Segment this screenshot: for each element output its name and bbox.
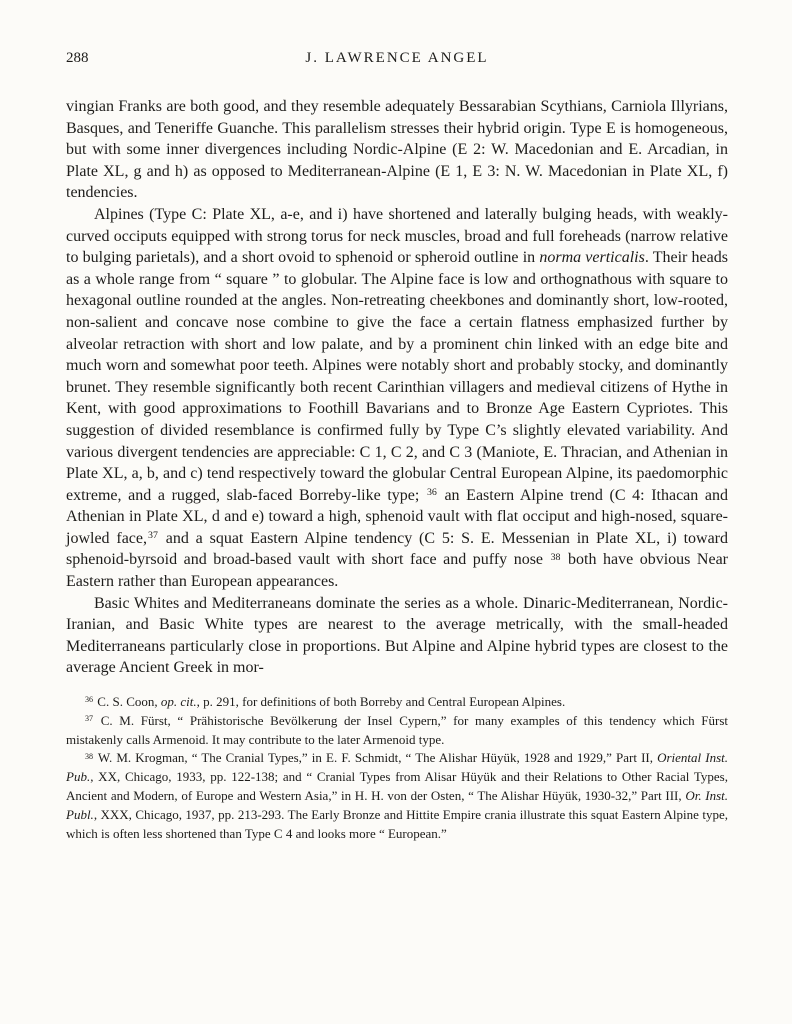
italic-text-segment: norma verticalis <box>539 249 645 267</box>
body-text <box>66 96 728 679</box>
footnote-marker: 36 <box>85 695 94 705</box>
paragraph-basic-whites <box>66 593 728 679</box>
footnote-marker: 36 <box>426 487 437 499</box>
text-segment: . Their heads as a whole range from “ square ” to globular. The Alpine face is low and orthognathous with square to hexagonal outline rounded at the angles. Non-retreating cheekbones and dominantly short, low-rooted, non-salient and concave nose combine to give the face a certain flatness emphasized further by alveolar retraction with short and low palate, and by a prominent chin linked with an edge bite and much worn and somewhat poor teeth. Alpines were notably short and probably stocky, and dominantly brunet. They resemble significantly both recent Carinthian villagers and medieval citizens of Hythe in Kent, with good approximations to Foothill Bavarians and to Bronze Age Eastern Cypriotes. This suggestion of divided resemblance is confirmed fully by Type C’s slightly elevated variability. And various divergent tendencies are appreciable: C 1, C 2, and C 3 (Maniote, E. Thracian, and Athenian in Plate XL, a, b, and c) tend respectively toward the globular Central European Alpine, its paedomorphic extreme, and a rugged, slab-faced Borreby-like type; <box>66 249 728 504</box>
text-segment: , XX, Chicago, 1933, pp. 122-138; and “ Cranial Types from Alisar Hüyük and their Relations to Other Racial Types, Ancient and Modern, of Europe and Western Asia,” in H. H. von der Osten, “ The Alishar Hüyük, 1930-32,” Part III, <box>66 769 728 804</box>
paragraph-continued-from-previous-page <box>66 96 728 204</box>
italic-text-segment: Oriental Inst. Pub. <box>66 750 729 785</box>
footnote-marker: 38 <box>85 751 94 761</box>
italic-text-segment: op. cit. <box>160 694 197 710</box>
footnote-marker: 37 <box>148 530 158 542</box>
text-segment: and a squat Eastern Alpine tendency (C 5: S. E. Messenian in Plate XL, i) toward sphenoid-byrsoid and broad-based vault with short face and puffy nose <box>66 529 728 569</box>
footnote-38 <box>66 749 728 843</box>
text-segment: Basic Whites and Mediterraneans dominate the series as a whole. Dinaric-Mediterranean, Nordic-Iranian, and Basic White types are nearest to the average metrically, with the small-headed Mediterraneans particularly close in proportions. But Alpine and Alpine hybrid types are closest to the average Ancient Greek in mor- <box>66 594 728 677</box>
text-segment: W. M. Krogman, “ The Cranial Types,” in E. F. Schmidt, “ The Alishar Hüyük, 1928 and 1929,” Part II, <box>94 750 658 766</box>
footnote-36 <box>66 693 728 712</box>
text-segment: , XXX, Chicago, 1937, pp. 213-293. The Early Bronze and Hittite Empire crania illustrate this squat Eastern Alpine type, which is often less shortened than Type C 4 and looks more “ European.” <box>66 806 728 841</box>
text-segment: both have obvious Near Eastern rather than European appearances. <box>66 551 728 591</box>
text-segment: Alpines (Type C: Plate XL, a-e, and i) have shortened and laterally bulging heads, with weakly-curved occiputs equipped with strong torus for neck muscles, broad and full foreheads (narrow relative to bulging parietals), and a short ovoid to sphenoid or spheroid outline in <box>66 205 728 267</box>
text-segment: C. S. Coon, <box>94 694 161 710</box>
text-segment: , p. 291, for definitions of both Borreby and Central European Alpines. <box>196 694 566 710</box>
footnote-marker: 38 <box>550 552 561 564</box>
text-segment: vingian Franks are both good, and they resemble adequately Bessarabian Scythians, Carniola Illyrians, Basques, and Teneriffe Guanche. This parallelism stresses their hybrid origin. Type E is homogeneous, but with some inner divergences including Nordic-Alpine (E 2: W. Macedonian and E. Arcadian, in Plate XL, g and h) as opposed to Mediterranean-Alpine (E 1, E 3: N. W. Macedonian in Plate XL, f) tendencies. <box>66 98 728 202</box>
paragraph-alpines <box>66 204 728 593</box>
page-number: 288 <box>66 50 89 66</box>
footnotes-section <box>66 693 728 843</box>
text-segment: C. M. Fürst, “ Prähistorische Bevölkerung der Insel Cypern,” for many examples of this tendency which Fürst mistakenly calls Armenoid. It may contribute to the later Armenoid type. <box>66 712 728 747</box>
text-segment: an Eastern Alpine trend (C 4: Ithacan and Athenian in Plate XL, d and e) toward a high, sphenoid vault with flat occiput and high-nosed, square-jowled face, <box>66 486 728 547</box>
footnote-marker: 37 <box>85 714 94 724</box>
footnote-37 <box>66 712 728 750</box>
running-title: J. LAWRENCE ANGEL <box>305 50 489 66</box>
page-header <box>66 50 728 72</box>
italic-text-segment: Or. Inst. Publ. <box>66 788 728 822</box>
